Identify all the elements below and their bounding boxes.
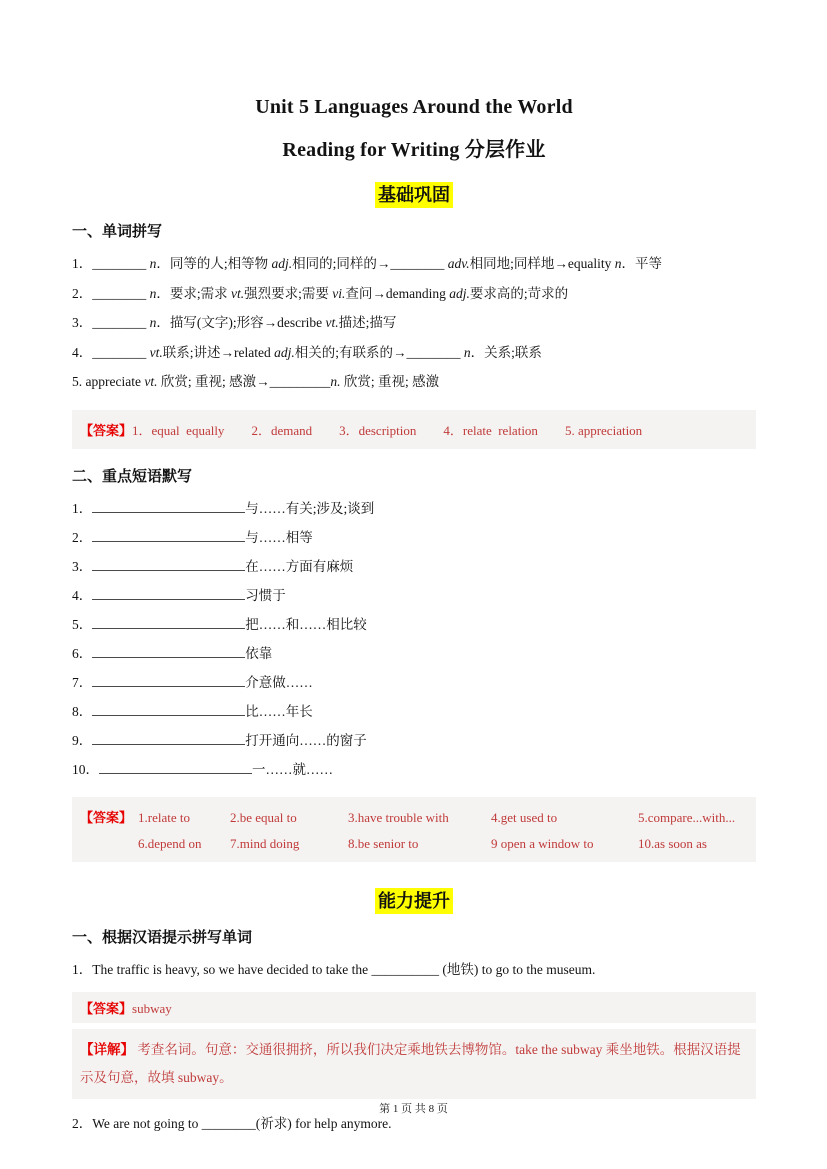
phrase-item-4	[72, 581, 756, 610]
answer-item: 4．relate relation	[443, 422, 538, 438]
answer-item: 1.relate to	[138, 809, 190, 825]
question-2: 2．We are not going to ________(祈求) for help anymore.	[72, 1116, 392, 1131]
word-item-2: 2．________ n．要求;需求 vt.强烈要求;需要 vi.查问→demanding adj.要求高的;苛求的	[72, 285, 569, 301]
word-item-4: 4．________ vt.联系;讲述→related adj.相关的;有联系的→________ n．关系;联系	[72, 344, 542, 360]
explanation-label: 【详解】	[80, 1042, 134, 1057]
question-1: 1．The traffic is heavy, so we have decided to take the __________ (地铁) to go to the museum.	[72, 961, 596, 977]
word-item-5: 5. appreciate vt. 欣赏; 重视; 感激→_________n. 欣赏; 重视; 感激	[72, 374, 440, 389]
phrase-number: 5．	[72, 616, 93, 632]
phrase-number: 3．	[72, 558, 93, 574]
badge-row-basic	[72, 182, 756, 208]
phrase-item-10	[72, 755, 756, 784]
section-heading-spell-by-hint: 一、根据汉语提示拼写单词	[72, 928, 253, 946]
badge-row-advanced	[72, 888, 756, 914]
phrase-item-2	[72, 523, 756, 552]
page-content	[72, 94, 756, 1139]
phrase-number: 10．	[72, 761, 99, 777]
doc-title-line1: Unit 5 Languages Around the World	[255, 96, 573, 118]
answer-block-phrases	[72, 797, 756, 862]
answer-item: 3.have trouble with	[348, 809, 449, 825]
blank-line	[92, 528, 245, 542]
blank-line	[99, 760, 252, 774]
answer-item: 1．equal equally	[132, 422, 225, 438]
phrase-meaning: 与……有关;涉及;谈到	[245, 500, 375, 516]
answer-value: subway	[132, 1001, 172, 1016]
doc-title-line2: Reading for Writing 分层作业	[282, 139, 546, 161]
answer-item: 8.be senior to	[348, 835, 419, 851]
answer-block-q1	[72, 992, 756, 1023]
phrase-item-8	[72, 697, 756, 726]
phrase-meaning: 比……年长	[245, 703, 313, 719]
phrase-number: 1．	[72, 500, 93, 516]
answer-item: 2.be equal to	[230, 809, 297, 825]
answer-block-word-spelling	[72, 410, 756, 449]
phrase-meaning: 依靠	[245, 645, 273, 661]
phrase-item-7	[72, 668, 756, 697]
phrase-meaning: 打开通向……的窗子	[245, 732, 367, 748]
phrase-item-1	[72, 494, 756, 523]
section-heading-phrases: 二、重点短语默写	[72, 467, 193, 485]
badge-basic-consolidation: 基础巩固	[375, 182, 453, 208]
answer-label: 【答案】	[80, 422, 133, 438]
answer-item: 3．description	[339, 422, 417, 438]
phrase-meaning: 介意做……	[245, 674, 313, 690]
page-footer: 第 1 页 共 8 页	[379, 1103, 448, 1115]
phrase-number: 8．	[72, 703, 93, 719]
answer-label: 【答案】	[80, 809, 133, 825]
phrase-item-6	[72, 639, 756, 668]
phrase-number: 7．	[72, 674, 93, 690]
blank-line	[92, 644, 245, 658]
word-item-3: 3．________ n．描写(文字);形容→describe vt.描述;描写	[72, 315, 397, 330]
blank-line	[92, 731, 245, 745]
phrase-item-3	[72, 552, 756, 581]
answer-item: 2．demand	[251, 422, 313, 438]
blank-line	[92, 702, 245, 716]
blank-line	[92, 673, 245, 687]
blank-line	[92, 557, 245, 571]
answer-item: 6.depend on	[138, 835, 202, 851]
word-item-1: 1．________ n．同等的人;相等物 adj.相同的;同样的→________ adv.相同地;同样地→equality n．平等	[72, 256, 663, 271]
phrase-meaning: 把……和……相比较	[245, 616, 367, 632]
badge-ability-improvement: 能力提升	[375, 888, 453, 914]
phrase-meaning: 习惯于	[245, 587, 286, 603]
blank-line	[92, 499, 245, 513]
section-heading-word-spelling: 一、单词拼写	[72, 223, 163, 240]
phrase-number: 6．	[72, 645, 93, 661]
phrase-number: 9．	[72, 732, 93, 748]
phrase-number: 2．	[72, 529, 93, 545]
phrase-meaning: 与……相等	[245, 529, 313, 545]
phrase-item-9	[72, 726, 756, 755]
phrase-number: 4．	[72, 587, 93, 603]
answer-label: 【答案】	[80, 1001, 133, 1016]
explanation-text: 考查名词。句意：交通很拥挤，所以我们决定乘地铁去博物馆。take the subway 乘坐地铁。根据汉语提示及句意，故填 subway。	[80, 1042, 741, 1085]
blank-line	[92, 586, 245, 600]
answer-item: 9 open a window to	[491, 835, 594, 851]
answer-item: 4.get used to	[491, 809, 558, 825]
blank-line	[92, 615, 245, 629]
explanation-block-q1	[72, 1029, 756, 1099]
answer-item: 7.mind doing	[230, 835, 300, 851]
phrase-meaning: 在……方面有麻烦	[245, 558, 354, 574]
answer-item: 10.as soon as	[638, 835, 707, 851]
phrase-item-5	[72, 610, 756, 639]
phrase-meaning: 一……就……	[252, 761, 333, 777]
answer-item: 5. appreciation	[564, 422, 643, 438]
answer-item: 5.compare...with...	[638, 809, 736, 825]
